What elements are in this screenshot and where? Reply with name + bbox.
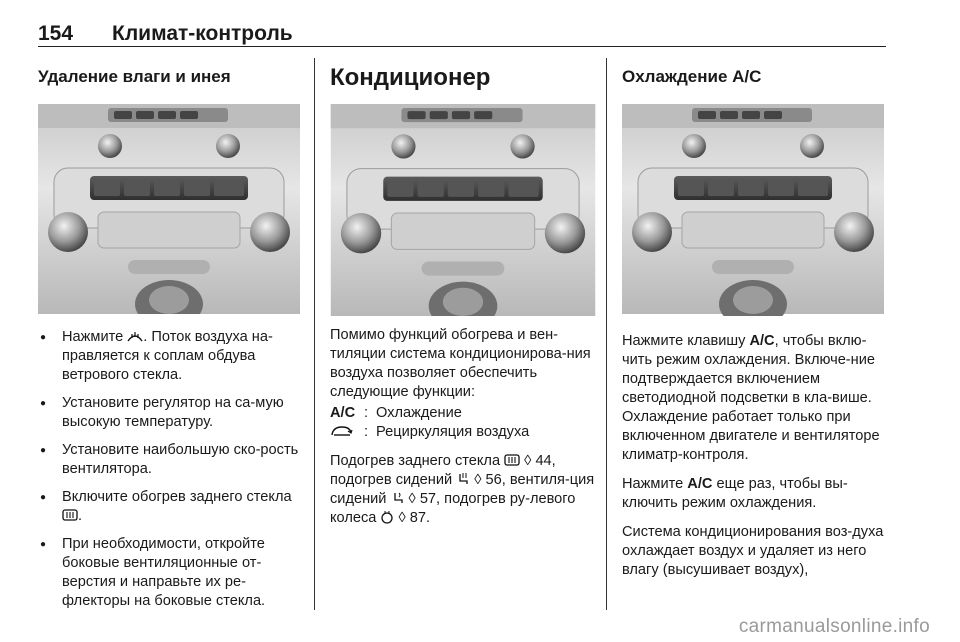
section-heading-ac-cooling: Охлаждение A/C (622, 67, 762, 86)
list-item: ● Установите наибольшую ско-рость вентилятора. (38, 441, 300, 479)
ac-off-text: Нажмите A/C еще раз, чтобы вы-ключить режим охлаждения. (622, 476, 848, 511)
windshield-defrost-icon (127, 329, 143, 343)
column-ac-cooling (622, 58, 888, 580)
column-divider (314, 58, 315, 610)
list-item: A/C : Охлаждение (330, 405, 462, 421)
column-ac (330, 58, 596, 528)
column-defrost (38, 58, 300, 620)
column-divider (606, 58, 607, 610)
climate-panel-photo (622, 102, 884, 316)
list-item: ● Установите регулятор на са-мую высокую температуру. (38, 394, 300, 432)
rear-window-heat-icon (62, 508, 78, 522)
ac-intro-text: Помимо функций обогрева и вен-тиляции система кондиционирова-ния воздуха позволяет обеспечить следующие функции: (330, 327, 591, 400)
ac-references-text: Подогрев заднего стекла ◊ 44, подогрев сидений ◊ 56, вентиля-ция сидений ◊ 57, подогрев ру-левого колеса ◊ 87. (330, 453, 595, 526)
climate-panel-photo (38, 104, 300, 314)
ac-on-text: Нажмите клавишу A/C, чтобы вклю-чить режим охлаждения. Включе-ние подтверждается включением светодиодной подсветки в кла-више. Охлаждение работает только при включенном двигателе и вентиляторе климатр-контроля. (622, 333, 880, 463)
ac-functions-list (330, 404, 596, 442)
list-item: ● Нажмите . Поток воздуха на-правляется к соплам обдува ветрового стекла. (38, 328, 300, 385)
steering-wheel-heat-icon (380, 510, 394, 524)
section-heading-ac: Кондиционер (330, 64, 491, 91)
recirculation-icon (330, 424, 354, 438)
seat-ventilation-icon (391, 491, 405, 505)
climate-panel-photo (330, 104, 596, 316)
list-item: ● Включите обогрев заднего стекла . (38, 488, 300, 526)
watermark: carmanualsonline.info (738, 616, 930, 637)
section-heading-defrost: Удаление влаги и инея (38, 67, 231, 86)
rear-window-heat-icon (504, 453, 520, 467)
list-item: : Рециркуляция воздуха (330, 423, 596, 442)
defrost-steps-list (38, 328, 300, 611)
seat-heat-icon (456, 472, 470, 486)
ac-description-text: Система кондиционирования воз-духа охлаждает воздух и удаляет из него влагу (высушивает воздух), (622, 524, 884, 578)
list-item: ● При необходимости, откройте боковые вентиляционные от-верстия и направьте их ре-флекторы на боковые стекла. (38, 535, 300, 611)
page-number: 154 (38, 22, 74, 45)
page-title: Климат-контроль (112, 22, 293, 45)
page-header (38, 10, 886, 47)
